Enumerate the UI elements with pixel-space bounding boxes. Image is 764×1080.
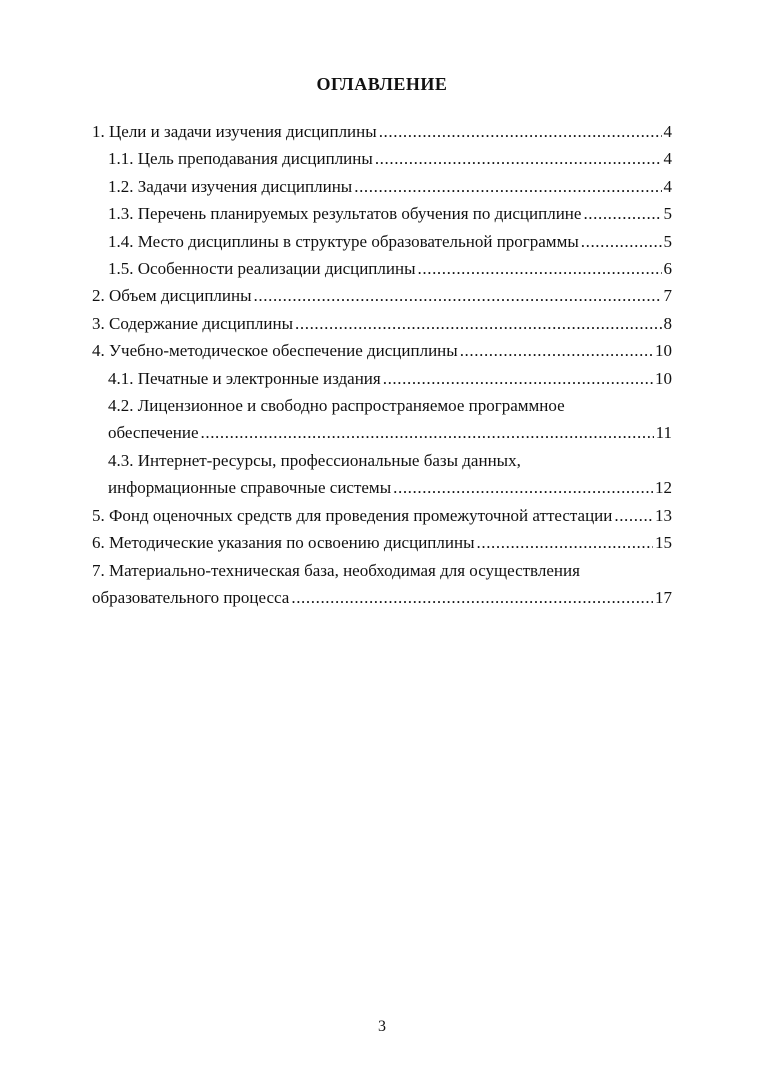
toc-dot-leader xyxy=(201,419,654,446)
toc-entry-page: 5 xyxy=(663,204,672,224)
toc-dot-leader xyxy=(418,255,662,282)
toc-dot-leader xyxy=(254,282,662,309)
toc-entry-title: информационные справочные системы xyxy=(108,478,392,498)
toc-entry[interactable] xyxy=(92,310,672,337)
toc-dot-leader xyxy=(614,502,653,529)
toc-entry[interactable] xyxy=(92,200,672,227)
toc-entry-title: 1.4. Место дисциплины в структуре образовательной программы xyxy=(108,231,579,251)
table-of-contents xyxy=(92,118,672,611)
toc-dot-leader xyxy=(375,145,662,172)
toc-entry-page: 5 xyxy=(663,231,672,251)
toc-entry-title: образовательного процесса xyxy=(92,587,290,607)
toc-entry-title: 5. Фонд оценочных средств для проведения промежуточной аттестации xyxy=(92,505,613,525)
toc-entry-title: 2. Объем дисциплины xyxy=(92,286,252,306)
toc-entry-page: 15 xyxy=(655,533,672,553)
toc-dot-leader xyxy=(291,584,653,611)
toc-entry-page: 17 xyxy=(655,587,672,607)
toc-entry-page: 11 xyxy=(655,423,672,443)
toc-entry-title: 3. Содержание дисциплины xyxy=(92,313,294,333)
toc-dot-leader xyxy=(379,118,662,145)
toc-entry-title: 1.5. Особенности реализации дисциплины xyxy=(108,259,416,279)
toc-entry[interactable] xyxy=(92,118,672,145)
toc-entry-page: 6 xyxy=(663,259,672,279)
toc-entry-title: 6. Методические указания по освоению дисциплины xyxy=(92,533,475,553)
toc-entry[interactable] xyxy=(92,145,672,172)
toc-dot-leader xyxy=(581,228,662,255)
toc-dot-leader xyxy=(295,310,661,337)
toc-entry-page: 8 xyxy=(663,313,672,333)
toc-entry-title-line: 4.3. Интернет-ресурсы, профессиональные базы данных, xyxy=(108,450,521,470)
toc-entry[interactable] xyxy=(92,255,672,282)
toc-dot-leader xyxy=(460,337,653,364)
toc-entry-page: 4 xyxy=(663,176,672,196)
toc-dot-leader xyxy=(354,173,661,200)
toc-entry-title: 1.3. Перечень планируемых результатов обучения по дисциплине xyxy=(108,204,582,224)
toc-entry-title-line: 4.2. Лицензионное и свободно распространяемое программное xyxy=(108,396,565,416)
toc-entry-page: 7 xyxy=(663,286,672,306)
toc-dot-leader xyxy=(477,529,654,556)
toc-entry[interactable] xyxy=(92,529,672,556)
toc-entry-page: 12 xyxy=(655,478,672,498)
page-title: ОГЛАВЛЕНИЕ xyxy=(316,74,448,94)
toc-entry[interactable] xyxy=(92,447,672,502)
toc-entry[interactable] xyxy=(92,392,672,447)
toc-dot-leader xyxy=(393,474,653,501)
toc-entry[interactable] xyxy=(92,337,672,364)
toc-entry[interactable] xyxy=(92,365,672,392)
toc-entry[interactable] xyxy=(92,228,672,255)
toc-entry-page: 10 xyxy=(655,368,672,388)
toc-entry-page: 10 xyxy=(655,341,672,361)
toc-entry-page: 4 xyxy=(663,149,672,169)
toc-dot-leader xyxy=(583,200,661,227)
toc-entry[interactable] xyxy=(92,173,672,200)
toc-entry-title: 1.2. Задачи изучения дисциплины xyxy=(108,176,353,196)
toc-entry-title-line: 7. Материально-техническая база, необходимая для осуществления xyxy=(92,560,580,580)
toc-entry-title: 4. Учебно-методическое обеспечение дисциплины xyxy=(92,341,458,361)
page-number: 3 xyxy=(378,1018,386,1035)
toc-entry[interactable] xyxy=(92,502,672,529)
toc-entry-page: 13 xyxy=(655,505,672,525)
toc-entry[interactable] xyxy=(92,557,672,612)
toc-entry-title: 4.1. Печатные и электронные издания xyxy=(108,368,381,388)
toc-entry-title: 1.1. Цель преподавания дисциплины xyxy=(108,149,373,169)
toc-dot-leader xyxy=(383,365,653,392)
toc-entry-title: 1. Цели и задачи изучения дисциплины xyxy=(92,122,377,141)
toc-entry-page: 4 xyxy=(663,122,672,141)
toc-entry-title: обеспечение xyxy=(108,423,199,443)
toc-entry[interactable] xyxy=(92,282,672,309)
